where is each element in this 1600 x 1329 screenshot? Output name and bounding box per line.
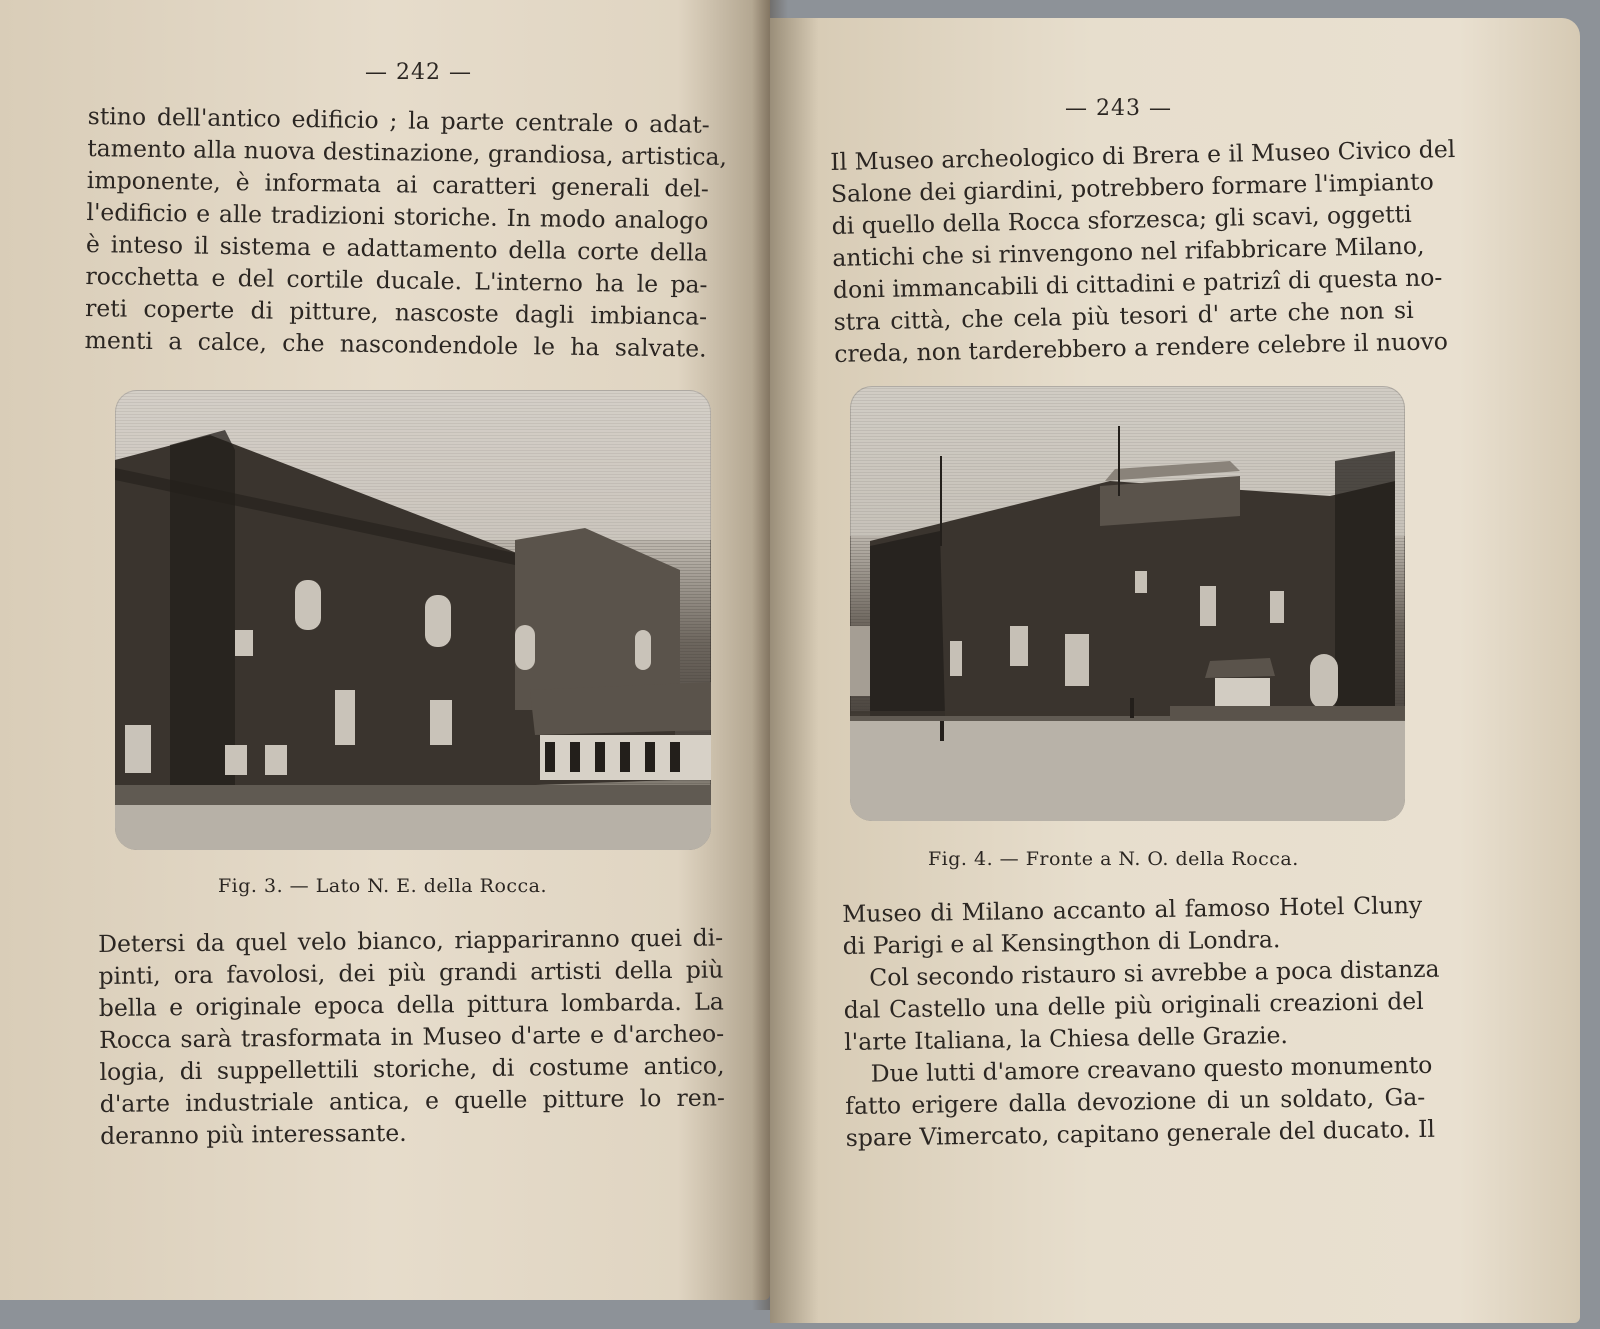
right-bottom-text [842, 889, 1440, 1154]
text-line: pinti, ora favolosi, dei più grandi artisti della più [98, 955, 724, 990]
right-page [770, 18, 1580, 1323]
text-line: fatto erigere dalla devozione di un soldato, Ga- [845, 1082, 1426, 1120]
text-line: d'arte industriale antica, e quelle pitture lo ren- [99, 1083, 725, 1118]
text-line: creda, non tarderebbero a rendere celebre il nuovo [834, 327, 1449, 368]
castle-nw-front-illustration [850, 386, 1405, 821]
text-line: Rocca sarà trasformata in Museo d'arte e d'archeo- [99, 1019, 725, 1054]
text-line: Detersi da quel velo bianco, riappariranno quei di- [98, 923, 724, 958]
left-top-text [84, 100, 728, 365]
text-line: deranno più interessante. [100, 1118, 407, 1150]
text-line: logia, di suppellettili storiche, di costume antico, [99, 1051, 725, 1086]
left-page [0, 0, 770, 1300]
castle-ne-side-illustration [115, 390, 711, 850]
text-line: stino dell'antico edificio ; la parte centrale o adat- [87, 101, 710, 139]
text-line: di quello della Rocca sforzesca; gli scavi, oggetti [831, 199, 1412, 240]
figure-4-engraving [850, 386, 1405, 821]
text-line: Salone dei giardini, potrebbero formare l'impianto [830, 167, 1435, 208]
text-line: Il Museo archeologico di Brera e il Museo Civico del [830, 134, 1456, 176]
text-line: imponente, è informata ai caratteri generali del- [86, 165, 710, 203]
text-line: antichi che si rinvengono nel rifabbricare Milano, [832, 231, 1425, 272]
text-line: l'arte Italiana, la Chiesa delle Grazie. [844, 1021, 1289, 1056]
text-line: è inteso il sistema e adattamento della corte della [85, 229, 709, 267]
text-line: di Parigi e al Kensingthon di Londra. [842, 925, 1281, 960]
right-page-number: — 243 — [1065, 96, 1172, 121]
text-line: reti coperte di pitture, nascoste dagli imbianca- [84, 293, 708, 331]
figure-4-caption: Fig. 4. — Fronte a N. O. della Rocca. [928, 848, 1299, 870]
text-line: menti a calce, che nascondendole le ha salvate. [84, 325, 707, 363]
text-line: Due lutti d'amore creavano questo monumento [870, 1050, 1433, 1088]
figure-3-caption: Fig. 3. — Lato N. E. della Rocca. [218, 875, 548, 897]
text-line: dal Castello una delle più originali creazioni del [843, 986, 1424, 1024]
right-top-text [830, 134, 1456, 370]
text-line: spare Vimercato, capitano generale del ducato. Il [845, 1114, 1436, 1152]
figure-3-engraving [115, 390, 711, 850]
text-line: bella e originale epoca della pittura lombarda. La [98, 987, 724, 1022]
text-line: l'edificio e alle tradizioni storiche. In modo analogo [86, 197, 709, 235]
text-line: Col secondo ristauro si avrebbe a poca distanza [869, 954, 1440, 992]
left-bottom-text [98, 921, 725, 1152]
left-page-number: — 242 — [365, 60, 472, 85]
text-line: rocchetta e del cortile ducale. L'interno ha le pa- [85, 261, 708, 299]
text-line: stra città, che cela più tesori d' arte che non si [833, 295, 1414, 336]
text-line: Museo di Milano accanto al famoso Hotel Cluny [842, 890, 1423, 928]
text-line: doni immancabili di cittadini e patrizî di questa no- [832, 263, 1443, 304]
text-line: tamento alla nuova destinazione, grandiosa, artistica, [87, 133, 728, 171]
